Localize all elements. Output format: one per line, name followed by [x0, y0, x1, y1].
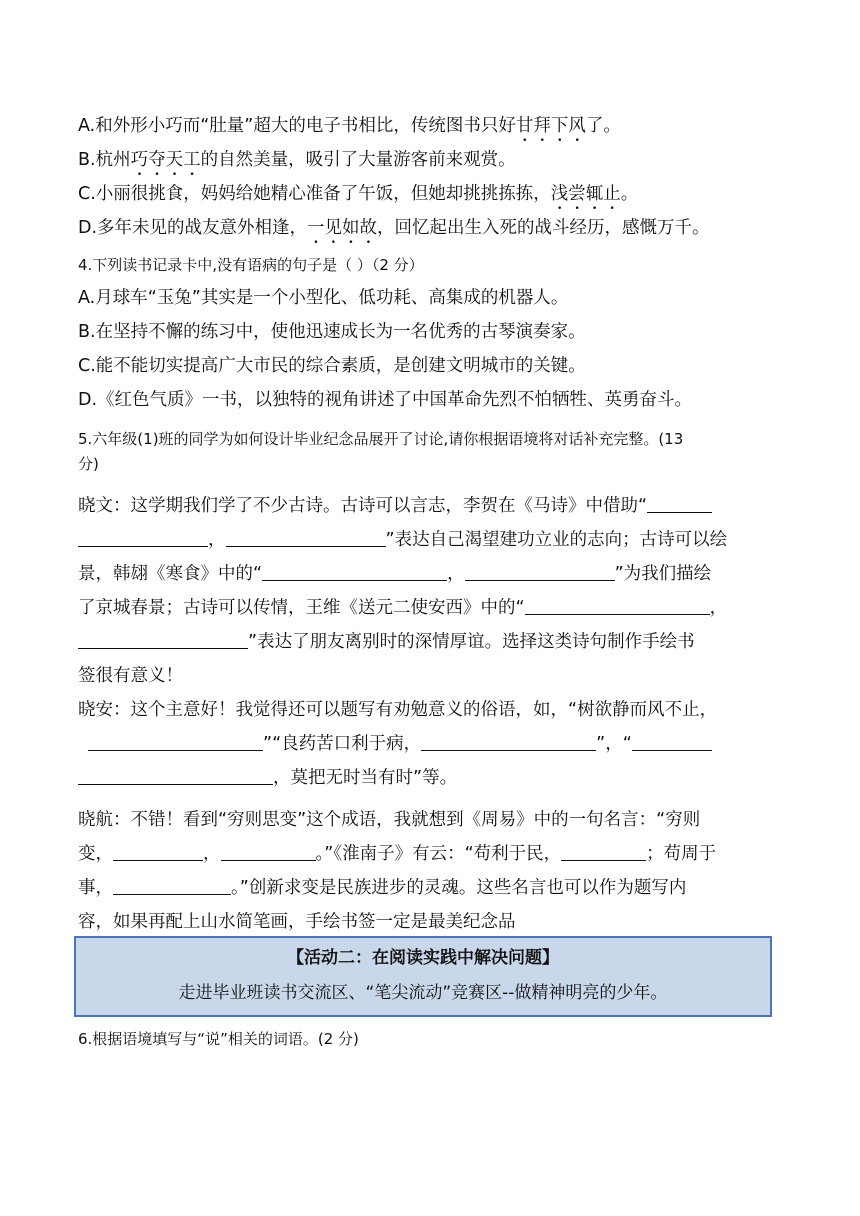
answer-blank[interactable] — [421, 732, 596, 751]
q4-stem: 4.下列读书记录卡中,没有语病的句子是（ ）（2 分） — [78, 256, 424, 274]
q4-option-a: A.月球车“玉兔”其实是一个小型化、低功耗、高集成的机器人。 — [78, 288, 569, 308]
xiaohang-line2: 变， ， 。”《淮南子》有云：“苟利于民， ；苟周于 — [78, 844, 717, 864]
xiaoan-line2: ”“良药苦口利于病， ”，“ — [78, 732, 712, 757]
answer-blank[interactable] — [221, 842, 316, 861]
answer-blank[interactable] — [226, 528, 386, 547]
xiaoan-line1: 晓安：这个主意好！我觉得还可以题写有劝勉意义的俗语，如，“树欲静而风不止， — [78, 700, 718, 720]
xiaowen-line5: ”表达了朋友离别时的深情厚谊。选择这类诗句制作手绘书 — [78, 630, 695, 655]
q4-option-c: C.能不能切实提高广大市民的综合素质，是创建文明城市的关键。 — [78, 356, 586, 376]
q3-option-d: D.多年未见的战友意外相逢，一见如故，回忆起出生入死的战斗经历，感慨万千。 — [78, 218, 710, 238]
answer-blank[interactable] — [647, 494, 712, 513]
activity2-banner — [74, 936, 772, 1017]
answer-blank[interactable] — [525, 596, 710, 615]
q3-option-a: A.和外形小巧而“肚量”超大的电子书相比，传统图书只好甘拜下风了。 — [78, 116, 621, 136]
xiaohang-line4: 容，如果再配上山水简笔画，手绘书签一定是最美纪念品 — [78, 912, 516, 932]
xiaowen-line6: 签很有意义！ — [78, 666, 183, 686]
xiaowen-line4: 了京城春景；古诗可以传情，王维《送元二使安西》中的“ ， — [78, 598, 728, 618]
xiaohang-line3: 事， 。”创新求变是民族进步的灵魂。这些名言也可以作为题写内 — [78, 878, 687, 898]
answer-blank[interactable] — [78, 528, 208, 547]
activity2-subtitle: 走进毕业班读书交流区、“笔尖流动”竞赛区--做精神明亮的少年。 — [178, 983, 668, 1003]
answer-blank[interactable] — [113, 876, 231, 895]
answer-blank[interactable] — [113, 842, 203, 861]
xiaowen-line2: ， ”表达自己渴望建功立业的志向；古诗可以绘 — [78, 528, 727, 553]
answer-blank[interactable] — [78, 630, 248, 649]
answer-blank[interactable] — [561, 842, 646, 861]
xiaoan-line3: ，莫把无时当有时”等。 — [78, 766, 457, 791]
q3-option-b: B.杭州巧夺天工的自然美量，吸引了大量游客前来观赏。 — [78, 150, 516, 170]
q4-option-b: B.在坚持不懈的练习中，使他迅速成长为一名优秀的古琴演奏家。 — [78, 322, 586, 342]
q6-stem: 6.根据语境填写与“说”相关的词语。(2 分) — [78, 1030, 359, 1048]
xiaohang-line1: 晓航：不错！看到“穷则思变”这个成语，我就想到《周易》中的一句名言：“穷则 — [78, 810, 701, 830]
activity2-title: 【活动二：在阅读实践中解决问题】 — [287, 948, 559, 968]
answer-blank[interactable] — [88, 732, 263, 751]
answer-blank[interactable] — [465, 562, 615, 581]
q4-option-d: D.《红色气质》一书，以独特的视角讲述了中国革命先烈不怕牺牲、英勇奋斗。 — [78, 390, 693, 410]
q5-stem-line1: 5.六年级(1)班的同学为如何设计毕业纪念品展开了讨论,请你根据语境将对话补充完整。(13 — [78, 430, 684, 448]
q3-option-c: C.小丽很挑食，妈妈给她精心准备了午饭，但她却挑挑拣拣，浅尝辄止。 — [78, 184, 639, 204]
q5-stem-line2: 分) — [78, 455, 99, 473]
xiaowen-line1: 晓文：这学期我们学了不少古诗。古诗可以言志，李贺在《马诗》中借助“ — [78, 494, 712, 519]
xiaowen-line3: 景，韩翃《寒食》中的“ ， ”为我们描绘 — [78, 564, 712, 584]
answer-blank[interactable] — [262, 562, 447, 581]
answer-blank[interactable] — [632, 732, 712, 751]
answer-blank[interactable] — [78, 766, 273, 785]
